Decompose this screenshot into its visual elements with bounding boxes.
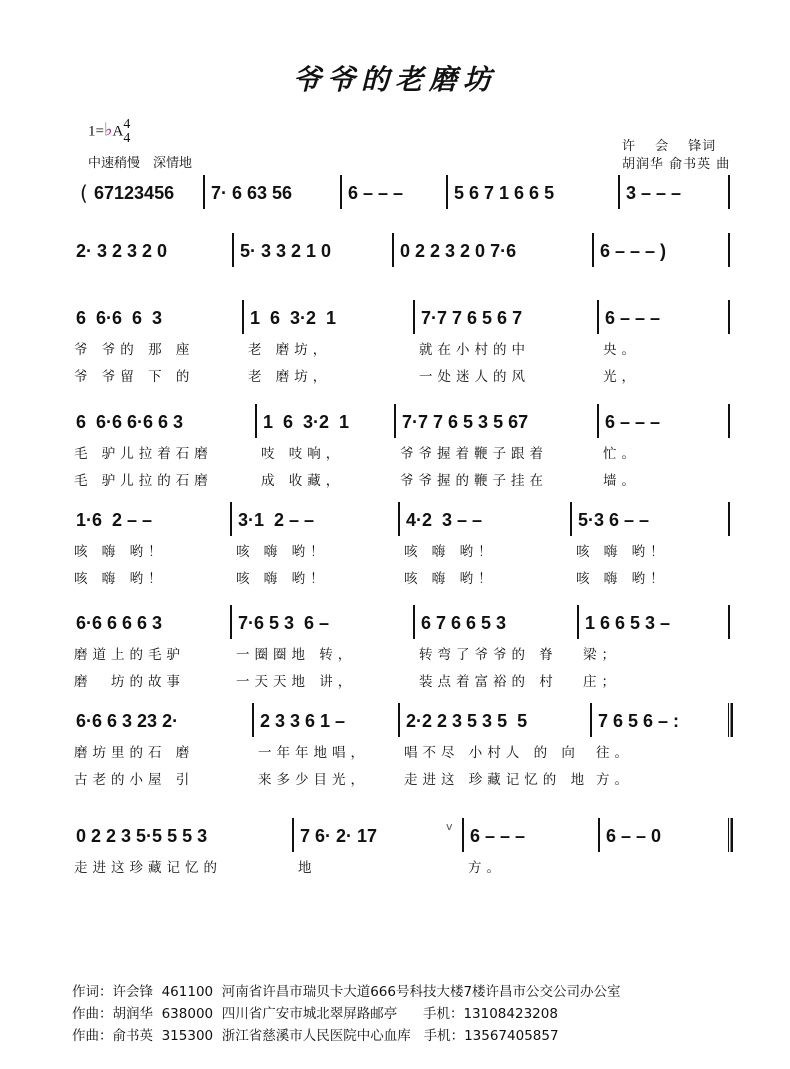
measure: 2 3 3 6 1 – xyxy=(260,711,346,731)
lyric-verse-2: 走进这 珍藏记忆的 地 xyxy=(404,772,590,788)
measure: 7 6· 2· 17 xyxy=(300,826,378,846)
lyric-verse-1: 往。 xyxy=(596,745,633,761)
time-signature xyxy=(123,118,130,146)
bar-line xyxy=(592,233,594,267)
lyric-verse-2: 毛 驴儿拉的石磨 xyxy=(74,473,213,489)
key-signature xyxy=(88,118,130,146)
staff-row xyxy=(0,183,790,213)
footer-line: 作词：许会锋 461100 河南省许昌市瑞贝卡大道666号科技大楼7楼许昌市公交公司办公室 xyxy=(72,984,621,1000)
lyric-verse-1: 方。 xyxy=(468,860,505,876)
staff-row xyxy=(0,820,790,876)
bar-line xyxy=(598,818,600,852)
lyric-verse-2: 方。 xyxy=(596,772,633,788)
bar-line xyxy=(242,300,244,334)
measure: 6 – – 0 xyxy=(606,826,662,846)
bar-line xyxy=(232,233,234,267)
lyric-verse-1: 咳 嗨 哟！ xyxy=(236,544,329,560)
song-title: 爷爷的老磨坊 xyxy=(292,63,497,96)
bar-line xyxy=(618,175,620,209)
lyric-verse-1: 忙。 xyxy=(603,446,640,462)
staff-row xyxy=(0,510,790,587)
measure: 6 – – – xyxy=(348,183,404,203)
measure: 2·2 2 3 5 3 5 5 xyxy=(406,711,528,731)
lyric-verse-1: 老 磨坊， xyxy=(248,342,332,358)
lyric-verse-1: 吱 吱响， xyxy=(261,446,345,462)
measure: 7·7 7 6 5 6 7 xyxy=(421,308,523,328)
lyric-verse-2: 来多少目光， xyxy=(258,772,369,788)
staff-row xyxy=(0,241,790,271)
key-note: A xyxy=(112,123,124,140)
staff-row xyxy=(0,412,790,489)
lyric-verse-1: 毛 驴儿拉着石磨 xyxy=(74,446,213,462)
bar-line xyxy=(413,300,415,334)
measure: 4·2 3 – – xyxy=(406,510,483,530)
lyric-verse-1: 爷爷握着鞭子跟着 xyxy=(400,446,548,462)
bar-line xyxy=(398,502,400,536)
lyric-verse-2: 庄； xyxy=(583,674,620,690)
staff-row xyxy=(0,308,790,385)
lyric-verse-1: 转弯了爷爷的 脊 xyxy=(419,647,558,663)
lyric-verse-2: 墙。 xyxy=(603,473,640,489)
bar-line xyxy=(728,300,730,334)
lyric-verse-2: 咳 嗨 哟！ xyxy=(74,571,167,587)
key-prefix: 1= xyxy=(88,123,104,140)
bar-line xyxy=(597,300,599,334)
measure: 6 6·6 6 3 xyxy=(76,308,163,328)
bar-line xyxy=(255,404,257,438)
lyric-verse-1: 就在小村的中 xyxy=(419,342,530,358)
lyric-verse-2: 光， xyxy=(603,369,640,385)
bar-line xyxy=(230,502,232,536)
lyric-verse-2: 一天天地 讲， xyxy=(236,674,357,690)
lyric-verse-2: 爷爷握的鞭子挂在 xyxy=(400,473,548,489)
bar-line xyxy=(230,605,232,639)
lyric-verse-2: 咳 嗨 哟！ xyxy=(236,571,329,587)
measure: 0 2 2 3 2 0 7·6 xyxy=(400,241,517,261)
lyric-verse-1: 咳 嗨 哟！ xyxy=(576,544,669,560)
measure: 5· 3 3 2 1 0 xyxy=(240,241,332,261)
measure: 7 6 5 6 – : xyxy=(598,711,680,731)
breath-mark: v xyxy=(446,820,453,833)
bar-line xyxy=(728,502,730,536)
bar-line xyxy=(597,404,599,438)
lyric-verse-1: 爷 爷的 那 座 xyxy=(74,342,195,358)
time-top: 4 xyxy=(123,117,131,132)
bar-line xyxy=(728,605,730,639)
staff-row xyxy=(0,613,790,690)
lyric-verse-1: 梁； xyxy=(583,647,620,663)
lyric-verse-2: 成 收藏， xyxy=(261,473,345,489)
measure: 6 7 6 6 5 3 xyxy=(421,613,507,633)
measure: 1·6 2 – – xyxy=(76,510,153,530)
measure: 67123456 xyxy=(94,183,175,203)
open-paren: ( xyxy=(80,181,88,205)
measure: 7·6 5 3 6 – xyxy=(238,613,330,633)
measure: 3 – – – xyxy=(626,183,682,203)
bar-line xyxy=(446,175,448,209)
lyric-verse-1: 唱不尽 小村人 的 向 xyxy=(404,745,580,761)
measure: 6 – – – xyxy=(470,826,526,846)
footer-line: 作曲：俞书英 315300 浙江省慈溪市人民医院中心血库 手机：13567405857 xyxy=(72,1028,559,1044)
measure: 5·3 6 – – xyxy=(578,510,650,530)
measure: 6 – – – ) xyxy=(600,241,667,261)
bar-line xyxy=(413,605,415,639)
bar-line xyxy=(577,605,579,639)
bar-line xyxy=(292,818,294,852)
bar-line xyxy=(392,233,394,267)
lyric-verse-2: 咳 嗨 哟！ xyxy=(576,571,669,587)
staff-row xyxy=(0,711,790,788)
lyric-verse-1: 一年年地唱， xyxy=(258,745,369,761)
bar-line xyxy=(728,818,733,852)
lyric-verse-1: 一圈圈地 转， xyxy=(236,647,357,663)
measure: 2· 3 2 3 2 0 xyxy=(76,241,168,261)
bar-line xyxy=(462,818,464,852)
measure: 1 6 3·2 1 xyxy=(250,308,337,328)
lyric-verse-1: 地 xyxy=(298,860,317,876)
bar-line xyxy=(570,502,572,536)
lyric-verse-1: 咳 嗨 哟！ xyxy=(74,544,167,560)
measure: 1 6 6 5 3 – xyxy=(585,613,671,633)
lyric-verse-2: 爷 爷留 下 的 xyxy=(74,369,195,385)
bar-line xyxy=(590,703,592,737)
bar-line xyxy=(340,175,342,209)
bar-line xyxy=(728,703,733,737)
bar-line xyxy=(728,175,730,209)
lyricist-credit: 许 会 锋词 xyxy=(622,139,717,154)
measure: 7·7 7 6 5 3 5 67 xyxy=(402,412,529,432)
measure: 6 – – – xyxy=(605,308,661,328)
bar-line xyxy=(203,175,205,209)
measure: 6 6·6 6·6 6 3 xyxy=(76,412,184,432)
bar-line xyxy=(398,703,400,737)
lyric-verse-1: 央。 xyxy=(603,342,640,358)
measure: 1 6 3·2 1 xyxy=(263,412,350,432)
measure: 0 2 2 3 5·5 5 5 3 xyxy=(76,826,208,846)
composer-credit: 胡润华 俞书英 曲 xyxy=(622,157,731,172)
lyric-verse-2: 磨 坊的故事 xyxy=(74,674,185,690)
bar-line xyxy=(252,703,254,737)
lyric-verse-1: 走进这珍藏记忆的 xyxy=(74,860,222,876)
lyric-verse-2: 老 磨坊， xyxy=(248,369,332,385)
lyric-verse-1: 磨坊里的石 磨 xyxy=(74,745,195,761)
measure: 7· 6 63 56 xyxy=(211,183,293,203)
lyric-verse-1: 咳 嗨 哟！ xyxy=(404,544,497,560)
flat-icon: ♭ xyxy=(103,119,113,140)
lyric-verse-2: 咳 嗨 哟！ xyxy=(404,571,497,587)
bar-line xyxy=(728,404,730,438)
measure: 6·6 6 6 6 3 xyxy=(76,613,163,633)
measure: 3·1 2 – – xyxy=(238,510,315,530)
lyric-verse-2: 装点着富裕的 村 xyxy=(419,674,558,690)
measure: 6 – – – xyxy=(605,412,661,432)
measure: 5 6 7 1 6 6 5 xyxy=(454,183,555,203)
measure: 6·6 6 3 23 2· xyxy=(76,711,179,731)
lyric-verse-2: 一处迷人的风 xyxy=(419,369,530,385)
footer-line: 作曲：胡润华 638000 四川省广安市城北翠屏路邮亭 手机：13108423208 xyxy=(72,1006,558,1022)
time-bottom: 4 xyxy=(123,131,131,146)
lyric-verse-2: 古老的小屋 引 xyxy=(74,772,195,788)
bar-line xyxy=(728,233,730,267)
tempo-marking: 中速稍慢 深情地 xyxy=(88,156,193,171)
bar-line xyxy=(394,404,396,438)
lyric-verse-1: 磨道上的毛驴 xyxy=(74,647,185,663)
